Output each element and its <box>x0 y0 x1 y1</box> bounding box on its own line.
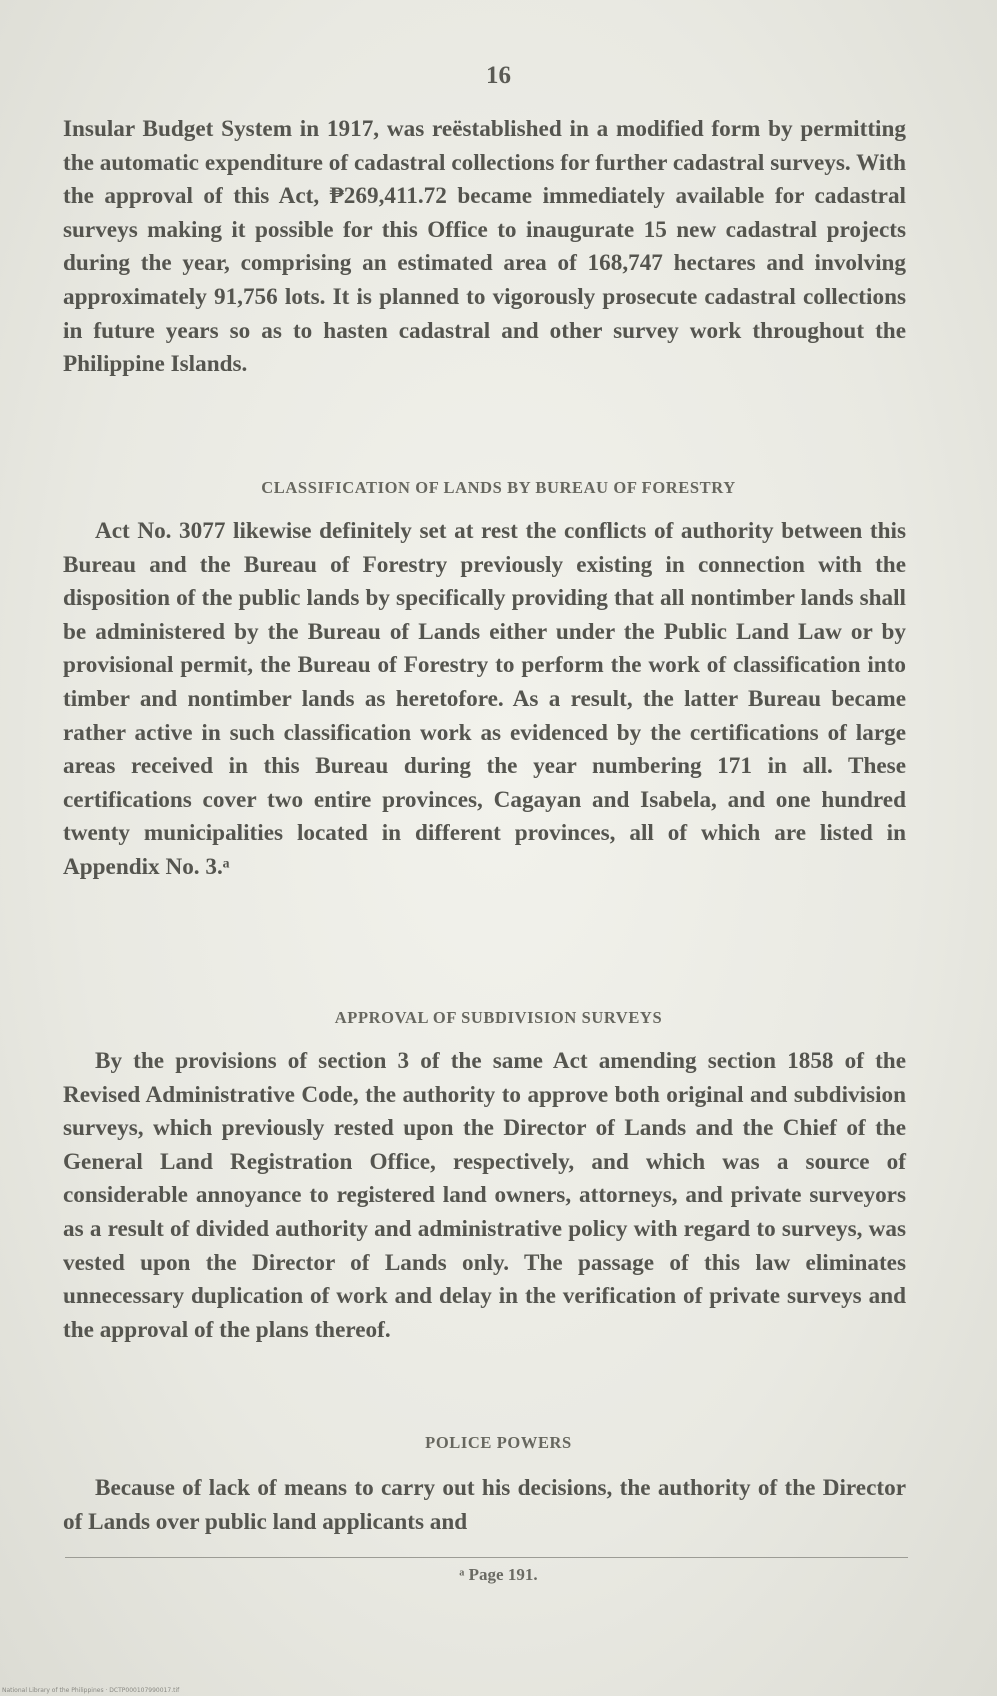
paragraph-police-powers <box>63 1472 906 1539</box>
page-number: 16 <box>486 62 511 89</box>
section-heading-approval: APPROVAL OF SUBDIVISION SURVEYS <box>334 1008 663 1027</box>
scan-source-label: National Library of the Philippines · DCTP000107990017.tif <box>2 1687 180 1694</box>
paragraph-budget-system <box>63 113 906 382</box>
paragraph-classification <box>63 515 906 885</box>
paragraph-text: By the provisions of section 3 of the same Act amending section 1858 of the Revised Administrative Code, the authority to approve both original and subdivision surveys, which previously rested upon the Director of Lands and the Chief of the General Land Registration Office, respectively, and which was a source of considerable annoyance to registered land owners, attorneys, and private surveyors as a result of divided authority and administrative policy with regard to surveys, was vested upon the Director of Lands only. The passage of this law eliminates unnecessary duplication of work and delay in the verification of private surveys and the approval of the plans thereof. <box>63 1048 906 1343</box>
section-heading-police-powers: POLICE POWERS <box>425 1433 572 1452</box>
section-heading-classification: CLASSIFICATION OF LANDS BY BUREAU OF FORESTRY <box>261 478 736 497</box>
footnote-divider <box>65 1557 908 1558</box>
paragraph-approval <box>63 1045 906 1347</box>
paragraph-text: Because of lack of means to carry out his decisions, the authority of the Director of Lands over public land applicants and <box>63 1475 906 1535</box>
paragraph-text: Act No. 3077 likewise definitely set at rest the conflicts of authority between this Bureau and the Bureau of Forestry previously existing in connection with the disposition of the public lands by specifically providing that all nontimber lands shall be administered by the Bureau of Lands either under the Public Land Law or by provisional permit, the Bureau of Forestry to perform the work of classification into timber and nontimber lands as heretofore. As a result, the latter Bureau became rather active in such classification work as evidenced by the certifications of large areas received in this Bureau during the year numbering 171 in all. These certifications cover two entire provinces, Cagayan and Isabela, and one hundred twenty municipalities located in different provinces, all of which are listed in Appendix No. 3.ᵃ <box>63 518 906 880</box>
paragraph-text: Insular Budget System in 1917, was reëstablished in a modified form by permitting the automatic expenditure of cadastral collections for further cadastral surveys. With the approval of this Act, ₱269,411.72 became immediately available for cadastral surveys making it possible for this Office to inaugurate 15 new cadastral projects during the year, comprising an estimated area of 168,747 hectares and involving approximately 91,756 lots. It is planned to vigorously prosecute cadastral collections in future years so as to hasten cadastral and other survey work throughout the Philippine Islands. <box>63 116 906 378</box>
footnote: ᵃ Page 191. <box>459 1565 538 1584</box>
